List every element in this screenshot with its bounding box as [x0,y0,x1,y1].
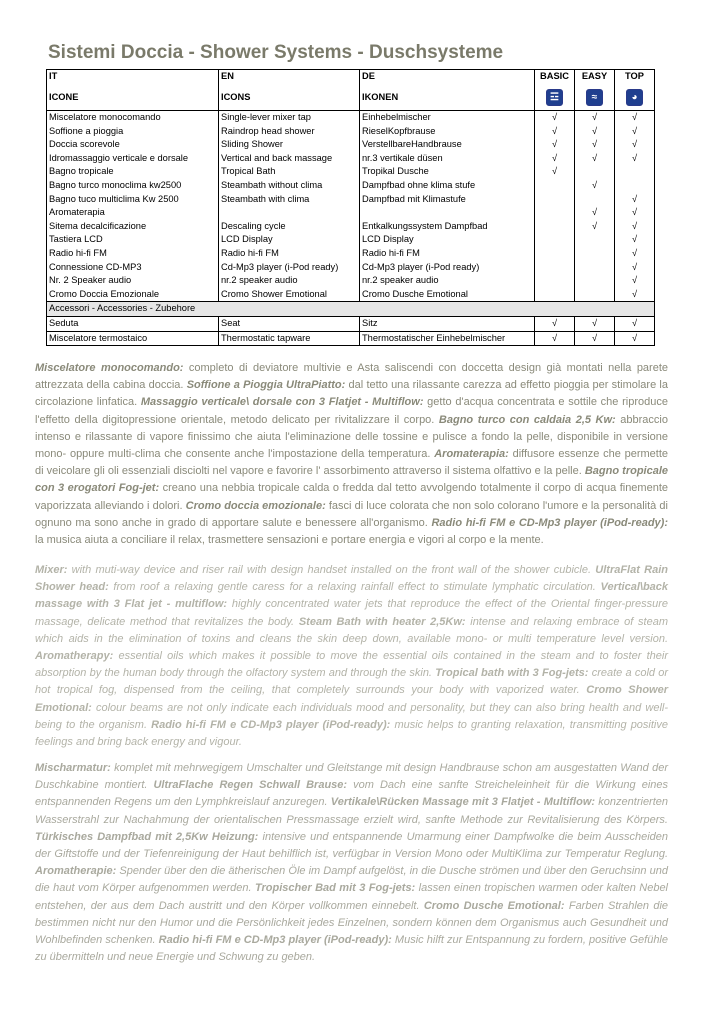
feature-term: Mischarmatur: [35,762,111,774]
cell-e [575,274,615,288]
cell-b [535,193,575,207]
gauge-icon: ◕ [626,89,643,106]
feature-term: Aromatherapy: [35,650,114,663]
cell-t: √ [615,138,655,152]
accessory-row [47,331,655,346]
description-english [35,562,668,751]
cell-b: √ [535,138,575,152]
cell-e: √ [575,111,615,125]
cell-b [535,247,575,261]
cell-de: Sitz [360,316,535,331]
cell-it: Doccia scorevole [47,138,219,152]
feature-text: la musica aiuta a conciliare il relax, trasmettere sensazioni e portare energia e vigori al corpo e la mente. [35,534,544,547]
cell-it: Cromo Doccia Emozionale [47,288,219,302]
feature-term: Cromo doccia emozionale: [185,499,326,512]
feature-term: Vertical\back massage with 3 Flat jet - multiflow: [35,581,669,611]
cell-it: Radio hi-fi FM [47,247,219,261]
table-row [47,152,655,166]
header-icons: ICONS [219,84,360,111]
cell-t: √ [615,111,655,125]
cell-en: Raindrop head shower [219,125,360,139]
feature-text: completo di deviatore multivie e Asta saliscendi con doccetta design già montati nella parete attrezzata della cabina doccia. [35,362,669,392]
cell-en: Steambath without clima [219,179,360,193]
cell-e: √ [575,138,615,152]
cell-it: Bagno tuco multiclima Kw 2500 [47,193,219,207]
cell-e: √ [575,316,615,331]
feature-text: essential oils which makes it possible to move the essential oils contained in the steam and to foster their absorption by the human body through the olfactory system and through the skin. [35,650,668,680]
cell-en: Seat [219,316,360,331]
feature-text: intensive und entspannende Umarmung einer Dampfwolke die beim Ausscheiden der Giftstoffe und der Tiefenreinigung der Haut behilflich ist, verfügbar in Version Mono oder MultiKlima zur Temperatur Reglung. [35,830,668,861]
feature-text: colour beams are not only indicate each individuals mood and personality, but they can also bring health and well-being to the organism. [35,701,668,731]
cell-en [219,206,360,220]
cell-de: VerstellbareHandbrause [360,138,535,152]
table-row [47,288,655,302]
cell-b: √ [535,331,575,346]
cell-t: √ [615,331,655,346]
feature-term: UltraFlat Rain Shower head: [35,564,668,594]
cell-en: Thermostatic tapware [219,331,360,346]
cell-t: √ [615,316,655,331]
cell-b [535,179,575,193]
feature-text: abbraccio intenso e rilassante di vapore finissimo che aiuta l'eliminazione delle tossine e pulisce a fondo la pelle, disponibile in versione mono- oppure multi-clima che consente anche l'impostazione della temperatura. [35,413,668,461]
feature-text: from roof a relaxing gentle caress for a relaxing rainfall effect to stimulate lymphatic circulation. [108,581,601,594]
header-icone: ICONE [47,84,219,111]
table-row [47,261,655,275]
cell-e: √ [575,331,615,346]
feature-text: music helps to granting relaxation, transmitting positive feelings and bring back energy and vigour. [35,718,668,749]
cell-en: Tropical Bath [219,165,360,179]
cell-b: √ [535,165,575,179]
cell-b: √ [535,125,575,139]
cell-e: √ [575,220,615,234]
feature-text: komplet mit mehrwegigem Umschalter und Gleitstange mit design Handbrause schon am ausgestatten Wand der Duschkabine montiert. [35,762,668,792]
cell-b [535,220,575,234]
cell-de: Tropikal Dusche [360,165,535,179]
table-row [47,206,655,220]
feature-text: with muti-way device and riser rail with design handset installed on the front wall of the shower cubicle. [67,564,596,576]
cell-de: nr.2 speaker audio [360,274,535,288]
cell-b: √ [535,111,575,125]
feature-text: create a cold or hot tropical fog, dispensed from the ceiling, that completely surrounds your body with vaporized water. [35,667,669,697]
cell-de: Cd-Mp3 player (i-Pod ready) [360,261,535,275]
cell-b [535,206,575,220]
cell-en: Steambath with clima [219,193,360,207]
cell-de: Dampfbad mit Klimastufe [360,193,535,207]
page-title: Sistemi Doccia - Shower Systems - Duschsysteme [48,42,504,63]
cell-e [575,165,615,179]
cell-en: Single-lever mixer tap [219,111,360,125]
table-row [47,193,655,207]
feature-term: Mixer: [35,564,68,576]
cell-it: Connessione CD-MP3 [47,261,219,275]
cell-it: Idromassaggio verticale e dorsale [47,152,219,166]
table-row [47,274,655,288]
header-de: DE [360,70,535,85]
feature-text: lassen einen tropischen warmen oder kalten Nebel entstehen, der aus dem Dach austritt und den Körper vollkommen einnebelt. [35,882,668,912]
header-en: EN [219,70,360,85]
header-top: TOP [615,70,655,85]
description-italian [35,360,668,549]
feature-term: Aromatherapie: [35,865,117,878]
cell-b: √ [535,316,575,331]
cell-it: Seduta [47,316,219,331]
cell-t [615,179,655,193]
cell-de: Thermostatischer Einhebelmischer [360,331,535,346]
feature-term: Türkisches Dampfbad mit 2,5Kw Heizung: [35,830,259,843]
cell-en: Cromo Shower Emotional [219,288,360,302]
feature-text: creano una nebbia tropicale calda o fredda dal tetto avvolgendo totalmente il corpo di acqua finemente vaporizzata alleviando i dolori. [35,482,668,512]
cell-de [360,206,535,220]
cell-b [535,288,575,302]
feature-term: Bagno tropicale con 3 erogatori Fog-jet: [35,465,669,495]
table-row [47,138,655,152]
cell-b [535,233,575,247]
table-subheader-row [47,84,655,111]
feature-term: Bagno turco con caldaia 2,5 Kw: [438,413,616,426]
feature-term: Radio hi-fi FM e CD-Mp3 player (iPod-ready): [431,516,668,529]
cell-de: Einhebelmischer [360,111,535,125]
header-easy: EASY [575,70,615,85]
cell-de: RieselKopfbrause [360,125,535,139]
cell-e [575,261,615,275]
cell-e [575,233,615,247]
table-header-row [47,70,655,85]
feature-term: Massaggio verticale\ dorsale con 3 Flatjet - Multiflow: [140,396,424,409]
table-row [47,220,655,234]
cell-t: √ [615,152,655,166]
cell-de: Radio hi-fi FM [360,247,535,261]
cell-t: √ [615,125,655,139]
cell-de: Cromo Dusche Emotional [360,288,535,302]
feature-text: Spender über den die ätherischen Öle im Dampf aufgelöst, in die Dusche strömen und über den Geruchsinn und die haut vom Körper aufgenommen werden. [35,865,668,895]
cell-en: Vertical and back massage [219,152,360,166]
feature-text: Farben Strahlen die bestimmen nicht nur den Humor und die Persönlichkeit jedes Einzelnen, sondern können dem Organismus auch Gesundheit und Wohlbefinden schenken. [35,899,669,947]
cell-en: Cd-Mp3 player (i-Pod ready) [219,261,360,275]
cell-en: nr.2 speaker audio [219,274,360,288]
feature-term: Cromo Dusche Emotional: [423,899,565,912]
accessories-label: Accessori - Accessories - Zubehore [47,302,655,317]
cell-b [535,274,575,288]
cell-en: Radio hi-fi FM [219,247,360,261]
cell-en: LCD Display [219,233,360,247]
cell-de: LCD Display [360,233,535,247]
cell-e [575,193,615,207]
cell-it: Bagno turco monoclima kw2500 [47,179,219,193]
feature-term: Radio hi-fi FM e CD-Mp3 player (iPod-ready): [158,934,392,947]
accessories-row [47,302,655,317]
cell-t: √ [615,274,655,288]
cell-it: Soffione a pioggia [47,125,219,139]
description-german [35,760,668,966]
feature-text: diffusore essenze che permette di veicolare gli oli essenziali disciolti nel vapore e favorire l' assorbimento attraverso il sistema olfattivo e la pelle. [35,448,668,478]
shower-systems-table [46,69,655,346]
cell-t [615,165,655,179]
cell-t: √ [615,233,655,247]
feature-text: dal tetto una rilassante carezza ad effetto pioggia per stimolare la circolazione linfatica. [35,379,668,409]
steam-icon: ≈ [586,89,603,106]
feature-text: highly concentrated water jets that reproduce the effect of the Oriental finger-pressure massage, delicate method that revitalizes the body. [35,598,668,628]
cell-de: Dampfbad ohne klima stufe [360,179,535,193]
cell-t: √ [615,193,655,207]
feature-text: fasci di luce colorata che non solo colorano l'umore e la personalità di ognuno ma sono anche in grado di apportare salute e benessere all'organismo. [35,499,668,529]
cell-e: √ [575,206,615,220]
cell-e [575,247,615,261]
header-ikonen: IKONEN [360,84,535,111]
cell-e: √ [575,125,615,139]
cell-it: Miscelatore termostaico [47,331,219,346]
cell-de: nr.3 vertikale düsen [360,152,535,166]
cell-it: Aromaterapia [47,206,219,220]
cell-t: √ [615,206,655,220]
feature-text: Music hilft zur Entspannung zu fordern, positive Gefühle zu übermitteln und neue Energie und Schwung zu geben. [35,934,668,964]
cell-t: √ [615,247,655,261]
cell-de: Entkalkungssystem Dampfbad [360,220,535,234]
feature-term: Aromaterapia: [434,448,509,461]
cell-e: √ [575,179,615,193]
table-row [47,165,655,179]
table-row [47,111,655,125]
header-it: IT [47,70,219,85]
feature-text: getto d'acqua concentrata e sottile che riproduce l'effetto della digitopressione orientale, metodo delicato per rivitalizzare il corpo. [35,396,668,426]
feature-text: intense and relaxing embrace of steam which aids in the elimination of toxins and cleans the skin deep down, available mono- or multi temperature level version. [35,615,669,645]
cell-it: Tastiera LCD [47,233,219,247]
cell-t: √ [615,261,655,275]
feature-term: Soffione a Pioggia UltraPiatto: [186,379,346,392]
feature-term: UltraFlache Regen Schwall Brause: [153,779,348,792]
table-row [47,179,655,193]
feature-term: Radio hi-fi FM e CD-Mp3 player (iPod-ready): [151,718,391,731]
cell-it: Bagno tropicale [47,165,219,179]
cell-e [575,288,615,302]
cell-t: √ [615,220,655,234]
feature-text: vom Dach eine sanfte Streicheleinheit für die Wirkung eines entspannenden Regens um den Lymphkreislauf anzuregen. [35,779,668,809]
cell-e: √ [575,152,615,166]
cell-en: Sliding Shower [219,138,360,152]
cell-t: √ [615,288,655,302]
header-basic: BASIC [535,70,575,85]
feature-term: Steam Bath with heater 2,5Kw: [298,615,466,628]
cell-b [535,261,575,275]
accessory-row [47,316,655,331]
table-row [47,125,655,139]
cell-it: Miscelatore monocomando [47,111,219,125]
table-row [47,247,655,261]
cell-en: Descaling cycle [219,220,360,234]
feature-text: konzentrierten Wasserstrahl zur Nachahmung der orientalischen Pressmassage erzielt wird, sanfte Methode zur Revitalisierung des Körpers. [35,796,669,826]
feature-term: Tropical bath with 3 Fog-jets: [435,667,589,680]
cell-b: √ [535,152,575,166]
table-row [47,233,655,247]
feature-term: Miscelatore monocomando: [35,362,184,374]
feature-term: Tropischer Bad mit 3 Fog-jets: [254,882,416,895]
cell-it: Sitema decalcificazione [47,220,219,234]
cell-it: Nr. 2 Speaker audio [47,274,219,288]
feature-term: Vertikale\Rücken Massage mit 3 Flatjet - Multiflow: [330,796,596,809]
shower-icon: ☲ [546,89,563,106]
feature-term: Cromo Shower Emotional: [35,684,668,714]
